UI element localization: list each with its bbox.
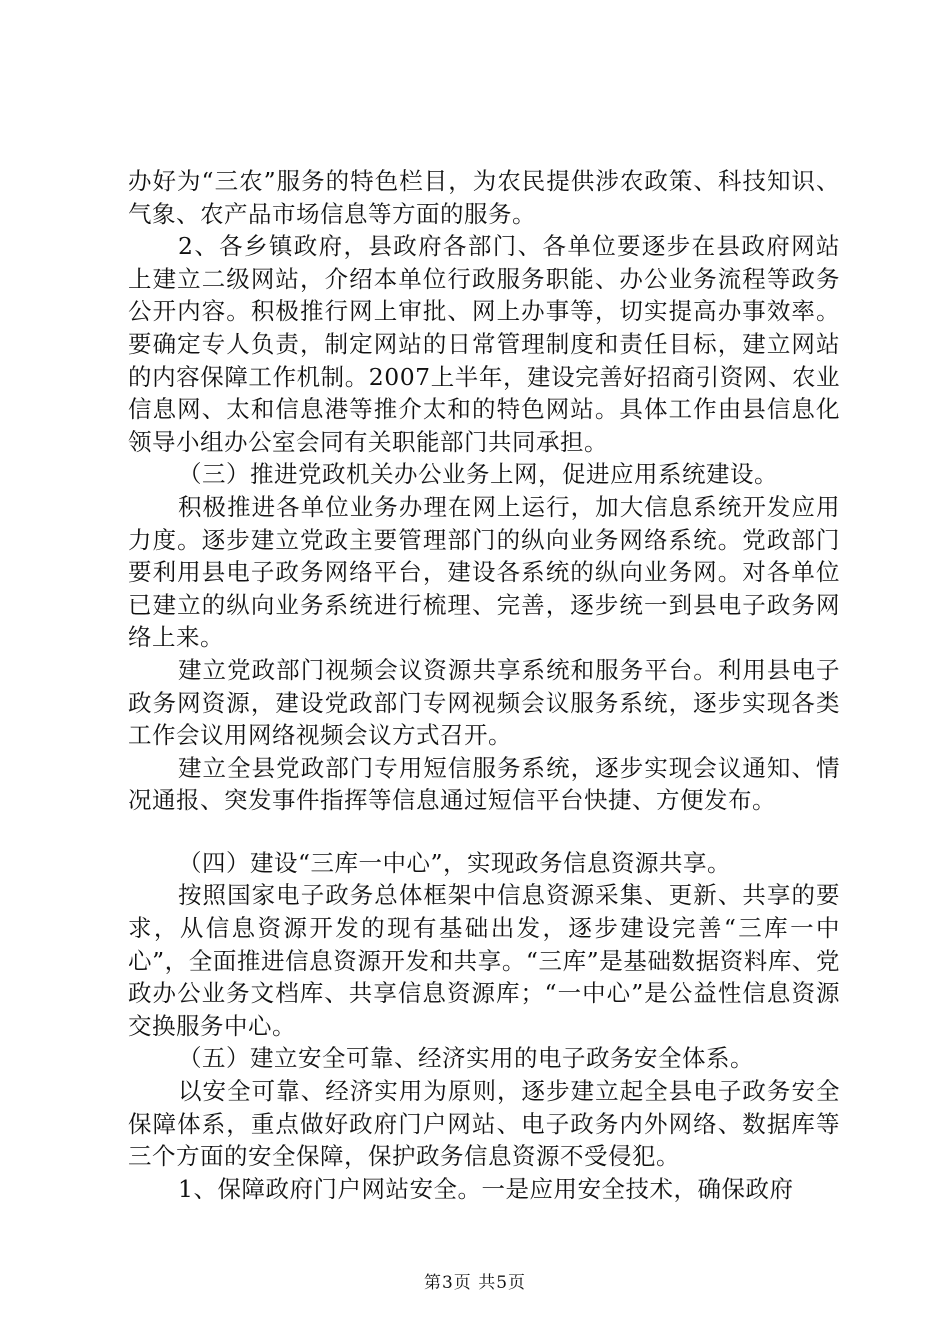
- paragraph-8: 按照国家电子政务总体框架中信息资源采集、更新、共享的要求，从信息资源开发的现有基础出发，逐步建设完善“三库一中心”，全面推进信息资源开发和共享。“三库”是基础数据资料库、党政办公业务文档库、共享信息资源库；“一中心”是公益性信息资源交换服务中心。: [128, 881, 840, 1040]
- paragraph-11: 1、保障政府门户网站安全。一是应用安全技术，确保政府: [178, 1174, 794, 1203]
- section-heading-5: （五）建立安全可靠、经济实用的电子政务安全体系。: [178, 1044, 754, 1073]
- paragraph-4: 积极推进各单位业务办理在网上运行，加大信息系统开发应用力度。逐步建立党政主要管理部门的纵向业务网络系统。党政部门要利用县电子政务网络平台，建设各系统的纵向业务网。对各单位已建立的纵向业务系统进行梳理、完善，逐步统一到县电子政务网络上来。: [128, 492, 840, 652]
- section-heading-4: （四）建设“三库一中心”，实现政务信息资源共享。: [178, 848, 732, 877]
- paragraph-5: 建立党政部门视频会议资源共享系统和服务平台。利用县电子政务网资源，建设党政部门专网视频会议服务系统，逐步实现各类工作会议用网络视频会议方式召开。: [128, 655, 840, 750]
- paragraph-1: 办好为“三农”服务的特色栏目，为农民提供涉农政策、科技知识、气象、农产品市场信息等方面的服务。: [128, 167, 840, 228]
- paragraph-6: 建立全县党政部门专用短信服务系统，逐步实现会议通知、情况通报、突发事件指挥等信息通过短信平台快捷、方便发布。: [128, 753, 840, 815]
- document-body: [128, 165, 840, 1205]
- page-number-footer: 第3页 共5页: [423, 1273, 527, 1293]
- section-heading-3: （三）推进党政机关办公业务上网，促进应用系统建设。: [178, 460, 778, 489]
- paragraph-2: 2、各乡镇政府，县政府各部门、各单位要逐步在县政府网站上建立二级网站，介绍本单位行政服务职能、办公业务流程等政务公开内容。积极推行网上审批、网上办事等，切实提高办事效率。要确定专人负责，制定网站的日常管理制度和责任目标，建立网站的内容保障工作机制。2007上半年，建设完善好招商引资网、农业信息网、太和信息港等推介太和的特色网站。具体工作由县信息化领导小组办公室会同有关职能部门共同承担。: [128, 232, 840, 456]
- paragraph-10: 以安全可靠、经济实用为原则，逐步建立起全县电子政务安全保障体系，重点做好政府门户网站、电子政务内外网络、数据库等三个方面的安全保障，保护政务信息资源不受侵犯。: [128, 1077, 840, 1171]
- paragraph-spacer: [128, 817, 840, 847]
